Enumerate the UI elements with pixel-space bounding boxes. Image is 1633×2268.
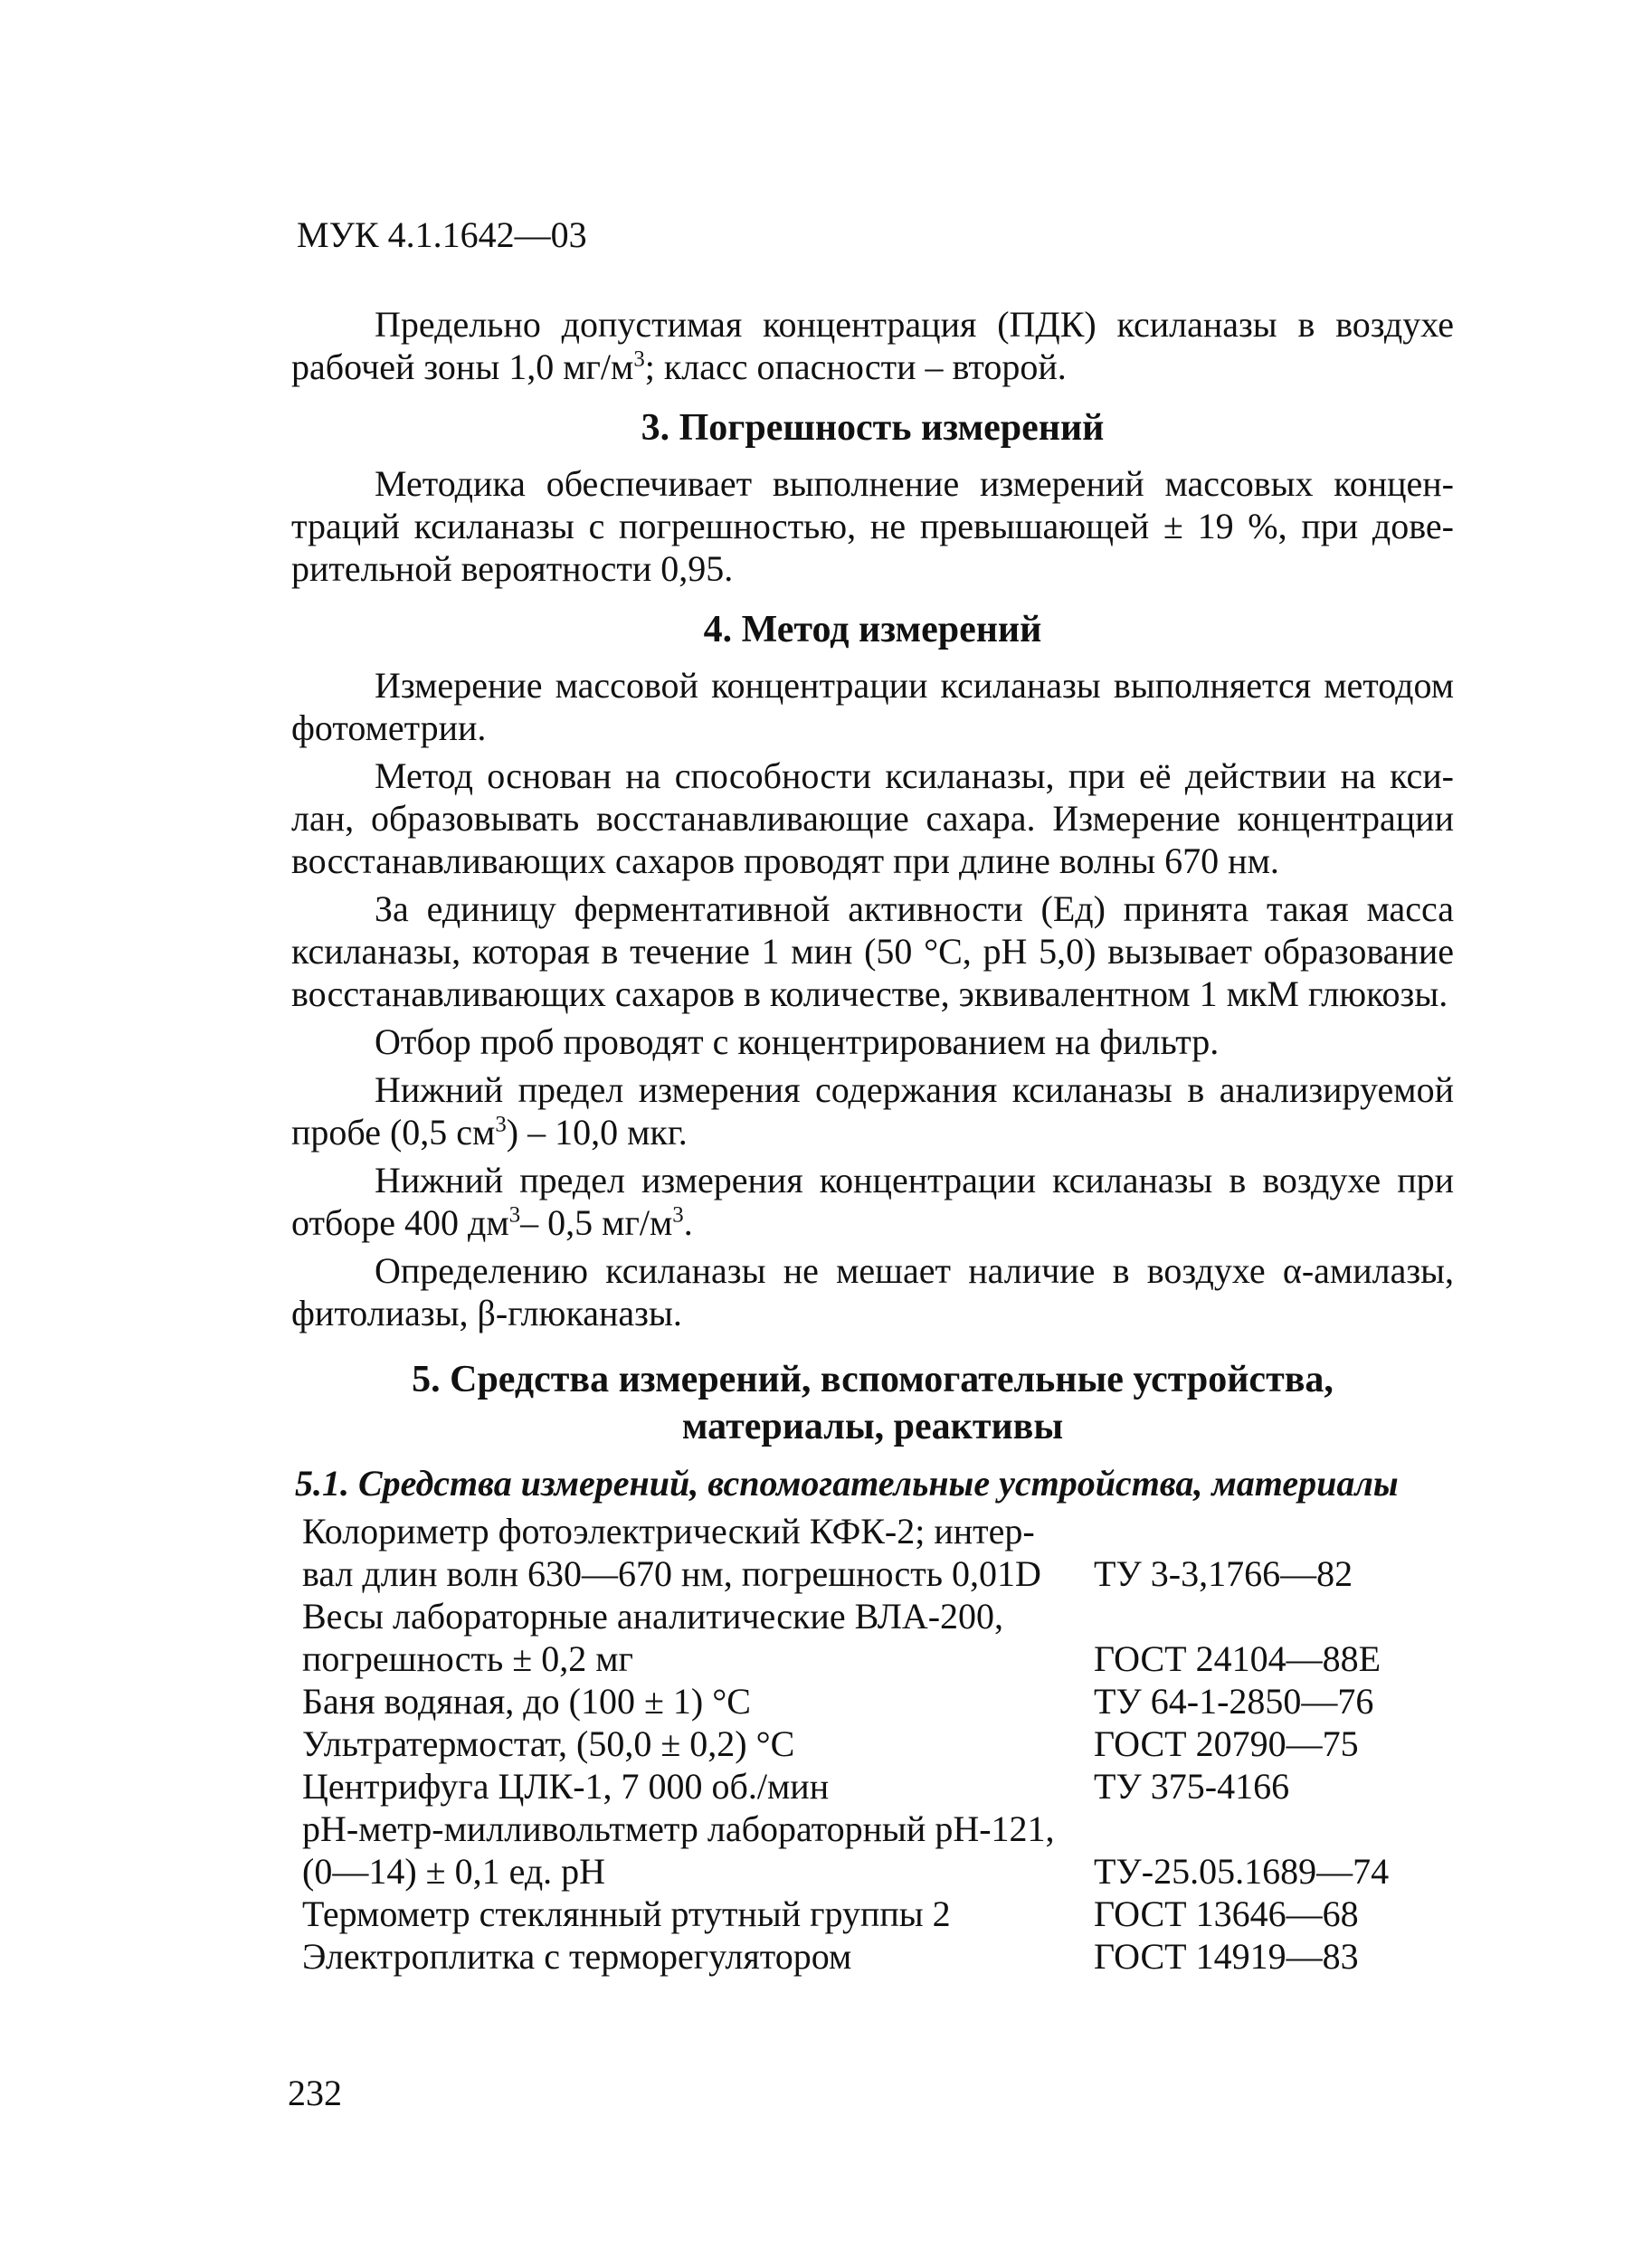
section-4-paragraph-4: Отбор проб проводят с концентрированием на фильтр. bbox=[375, 1021, 1220, 1062]
equipment-name-line: Центрифуга ЦЛК-1, 7 000 об./мин bbox=[302, 1766, 830, 1807]
section-4-paragraph-3: За единицу ферментативной активности (Ед) принята такая масса ксиланазы, которая в течение 1 мин (50 °С, рН 5,0) вызывает образование восстанавливающих сахаров в количестве, эквивалентном 1 мкМ глюкозы. bbox=[291, 888, 1454, 1014]
equipment-item bbox=[302, 1808, 1454, 1893]
spacer-line bbox=[1094, 1808, 1454, 1850]
p5-text: Нижний предел измерения содержания ксиланазы в анализируемой пробе (0,5 см bbox=[291, 1069, 1454, 1153]
equipment-name bbox=[302, 1893, 1094, 1935]
section-4-paragraph-1: Измерение массовой концентрации ксиланазы выполняется методом фотометрии. bbox=[291, 665, 1454, 748]
equipment-name-line: погрешность ± 0,2 мг bbox=[302, 1638, 633, 1679]
equipment-name-line: Электроплитка с терморегулятором bbox=[302, 1936, 852, 1977]
page-content bbox=[291, 303, 1454, 1978]
section-3-paragraph: Методика обеспечивает выполнение измерений массовых концентраций ксиланазы с погрешностью, не превышающей ± 19 %, при доверительной вероятности 0,95. bbox=[291, 463, 1454, 589]
intro-paragraph bbox=[291, 303, 1454, 388]
p6-text-3: . bbox=[683, 1202, 693, 1243]
equipment-standard-code: ТУ 3-3,1766—82 bbox=[1094, 1553, 1353, 1594]
p6-superscript-1: 3 bbox=[508, 1202, 521, 1228]
spacer-line bbox=[1094, 1510, 1454, 1552]
equipment-item bbox=[302, 1510, 1454, 1595]
equipment-item bbox=[302, 1722, 1454, 1765]
equipment-name bbox=[302, 1765, 1094, 1808]
section-4-title: 4. Метод измерений bbox=[703, 609, 1042, 650]
equipment-list bbox=[291, 1510, 1454, 1978]
equipment-standard-code: ГОСТ 20790—75 bbox=[1094, 1723, 1359, 1764]
section-5-title-line-2: материалы, реактивы bbox=[681, 1406, 1064, 1447]
spacer-line bbox=[1094, 1595, 1454, 1637]
document-code-header: МУК 4.1.1642—03 bbox=[297, 214, 587, 255]
equipment-standard bbox=[1094, 1808, 1454, 1893]
equipment-standard-code: ГОСТ 14919—83 bbox=[1094, 1936, 1359, 1977]
subsection-5-1-title: 5.1. Средства измерений, вспомогательные устройства, материалы bbox=[295, 1463, 1399, 1504]
equipment-standard bbox=[1094, 1510, 1454, 1595]
p6-superscript-2: 3 bbox=[672, 1202, 684, 1228]
equipment-standard bbox=[1094, 1595, 1454, 1680]
equipment-name bbox=[302, 1935, 1094, 1978]
equipment-item bbox=[302, 1680, 1454, 1722]
equipment-item bbox=[302, 1935, 1454, 1978]
equipment-name-line: Весы лабораторные аналитические ВЛА-200, bbox=[302, 1596, 1004, 1637]
equipment-name bbox=[302, 1722, 1094, 1765]
equipment-name-line: Баня водяная, до (100 ± 1) °С bbox=[302, 1681, 751, 1722]
equipment-standard bbox=[1094, 1765, 1454, 1808]
section-4-paragraph-5 bbox=[291, 1068, 1454, 1153]
section-3-title: 3. Погрешность измерений bbox=[641, 407, 1105, 449]
equipment-standard bbox=[1094, 1893, 1454, 1935]
equipment-name-line: Термометр стеклянный ртутный группы 2 bbox=[302, 1893, 951, 1934]
intro-text: Предельно допустимая концентрация (ПДК) ксиланазы в воздухе рабочей зоны 1,0 мг/м bbox=[291, 304, 1454, 387]
equipment-item bbox=[302, 1595, 1454, 1680]
p5-text-end: ) – 10,0 мкг. bbox=[506, 1112, 688, 1153]
equipment-name-line: вал длин волн 630—670 нм, погрешность 0,01D bbox=[302, 1553, 1041, 1594]
section-4-paragraph-2: Метод основан на способности ксиланазы, при её действии на ксилан, образовывать восстанавливающие сахара. Измерение концентрации восстанавливающих сахаров проводят при длине волны 670 нм. bbox=[291, 755, 1454, 881]
p6-text-1: Нижний предел измерения концентрации ксиланазы в воздухе при отборе 400 дм bbox=[291, 1160, 1454, 1243]
equipment-name bbox=[302, 1595, 1094, 1680]
p5-superscript: 3 bbox=[495, 1112, 507, 1137]
equipment-standard bbox=[1094, 1935, 1454, 1978]
equipment-standard bbox=[1094, 1680, 1454, 1722]
equipment-name-line: Колориметр фотоэлектрический КФК-2; интер- bbox=[302, 1511, 1035, 1552]
p6-text-2: – 0,5 мг/м bbox=[520, 1202, 673, 1243]
equipment-item bbox=[302, 1893, 1454, 1935]
equipment-name-line: Ультратермостат, (50,0 ± 0,2) °С bbox=[302, 1723, 795, 1764]
equipment-standard-code: ТУ 64-1-2850—76 bbox=[1094, 1681, 1374, 1722]
equipment-name bbox=[302, 1510, 1094, 1595]
equipment-name-line: рН-метр-милливольтметр лабораторный рН-121, bbox=[302, 1808, 1055, 1849]
section-5-title-line-1: 5. Средства измерений, вспомогательные устройства, bbox=[412, 1359, 1334, 1400]
equipment-standard bbox=[1094, 1722, 1454, 1765]
equipment-name bbox=[302, 1808, 1094, 1893]
intro-text-end: ; класс опасности – второй. bbox=[644, 346, 1067, 387]
equipment-standard-code: ГОСТ 24104—88Е bbox=[1094, 1638, 1381, 1679]
page-number: 232 bbox=[288, 2073, 342, 2113]
equipment-standard-code: ГОСТ 13646—68 bbox=[1094, 1893, 1359, 1934]
equipment-name-line: (0—14) ± 0,1 ед. рН bbox=[302, 1851, 606, 1892]
equipment-item bbox=[302, 1765, 1454, 1808]
section-4-paragraph-6 bbox=[291, 1159, 1454, 1244]
equipment-standard-code: ТУ-25.05.1689—74 bbox=[1094, 1851, 1390, 1892]
equipment-standard-code: ТУ 375-4166 bbox=[1094, 1766, 1290, 1807]
intro-superscript: 3 bbox=[633, 346, 645, 372]
equipment-name bbox=[302, 1680, 1094, 1722]
section-5-title bbox=[291, 1356, 1454, 1450]
section-4-paragraph-7: Определению ксиланазы не мешает наличие в воздухе α-амилазы, фитолиазы, β-глюканазы. bbox=[291, 1250, 1454, 1333]
